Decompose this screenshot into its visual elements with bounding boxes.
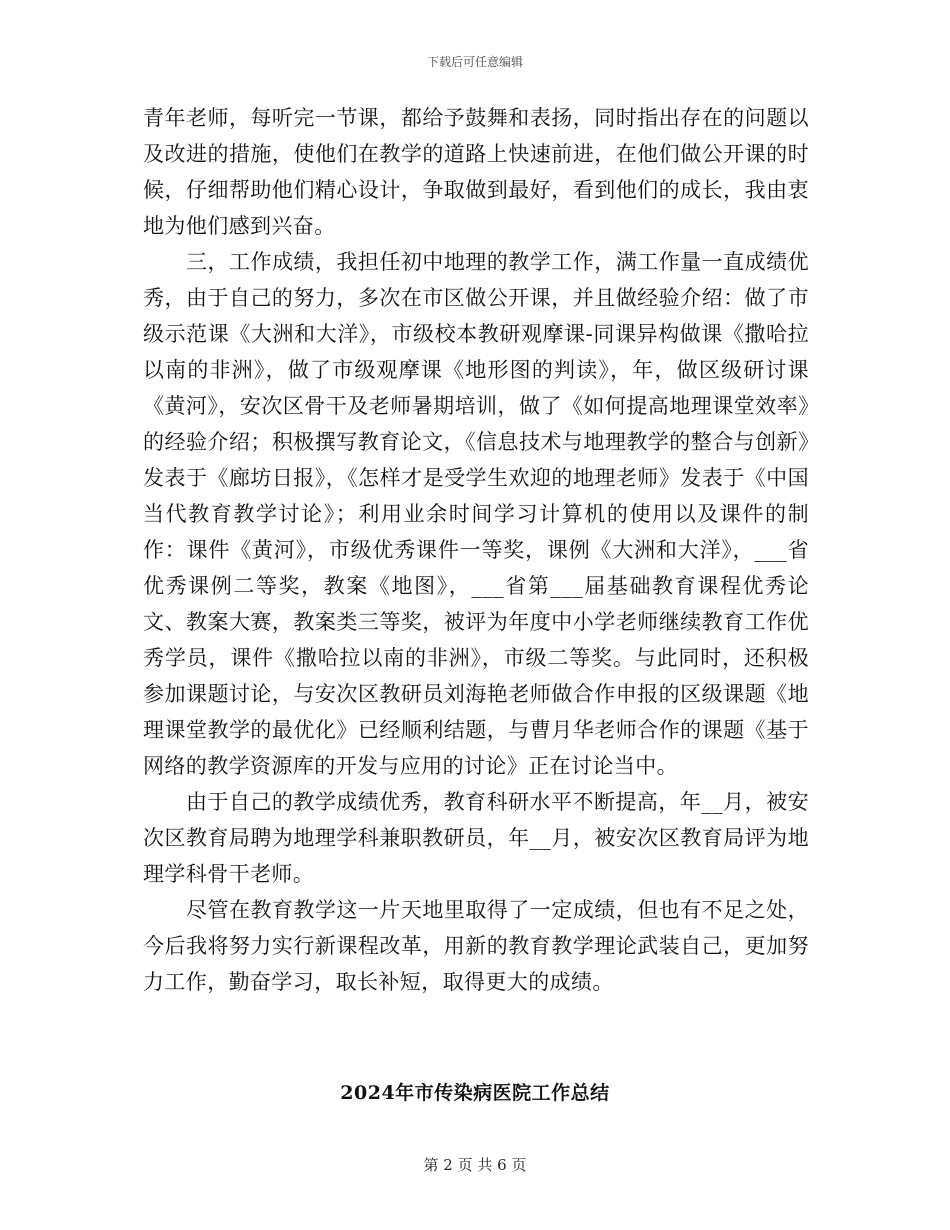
page-footer: 第 2 页 共 6 页 bbox=[423, 1156, 527, 1174]
section-heading: 2024年市传染病医院工作总结 bbox=[340, 1082, 610, 1104]
paragraph-3: 由于自己的教学成绩优秀，教育科研水平不断提高，年__月，被安次区教育局聘为地理学科兼职教研员，年__月，被安次区教育局评为地理学科骨干老师。 bbox=[143, 790, 809, 886]
paragraph-4: 尽管在教育教学这一片天地里取得了一定成绩，但也有不足之处，今后我将努力实行新课程改革，用新的教育教学理论武装自己，更加努力工作，勤奋学习，取长补短，取得更大的成绩。 bbox=[143, 898, 809, 994]
document-body bbox=[143, 100, 809, 1000]
paragraph-1: 青年老师，每听完一节课，都给予鼓舞和表扬，同时指出存在的问题以及改进的措施，使他们在教学的道路上快速前进，在他们做公开课的时候，仔细帮助他们精心设计，争取做到最好，看到他们的成长，我由衷地为他们感到兴奋。 bbox=[143, 106, 809, 238]
paragraph-2: 三，工作成绩，我担任初中地理的教学工作，满工作量一直成绩优秀，由于自己的努力，多次在市区做公开课，并且做经验介绍：做了市级示范课《大洲和大洋》，市级校本教研观摩课-同课异构做课《撒哈拉以南的非洲》，做了市级观摩课《地形图的判读》，年，做区级研讨课《黄河》，安次区骨干及老师暑期培训，做了《如何提高地理课堂效率》的经验介绍；积极撰写教育论文，《信息技术与地理教学的整合与创新》发表于《廊坊日报》，《怎样才是受学生欢迎的地理老师》发表于《中国当代教育教学讨论》；利用业余时间学习计算机的使用以及课件的制作：课件《黄河》，市级优秀课件一等奖，课例《大洲和大洋》，___省优秀课例二等奖，教案《地图》，___省第___届基础教育课程优秀论文、教案大赛，教案类三等奖，被评为年度中小学老师继续教育工作优秀学员，课件《撒哈拉以南的非洲》，市级二等奖。与此同时，还积极参加课题讨论，与安次区教研员刘海艳老师做合作申报的区级课题《地理课堂教学的最优化》已经顺利结题，与曹月华老师合作的课题《基于网络的教学资源库的开发与应用的讨论》正在讨论当中。 bbox=[143, 250, 809, 778]
header-note: 下载后可任意编辑 bbox=[426, 55, 523, 69]
